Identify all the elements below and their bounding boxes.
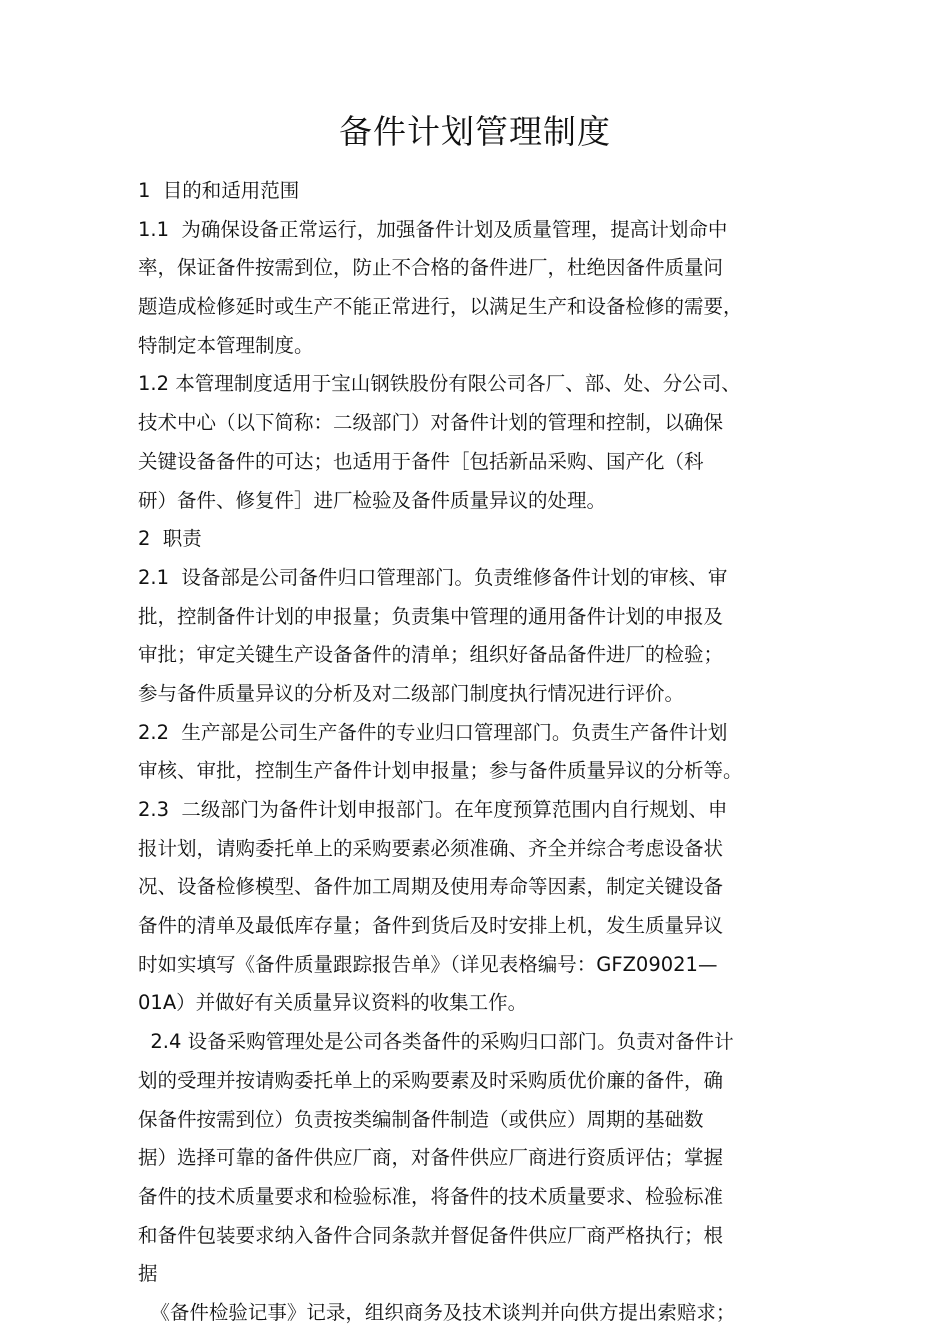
document-line: 2.1 设备部是公司备件归口管理部门。负责维修备件计划的审核、审 (138, 565, 728, 589)
document-line: 1.1 为确保设备正常运行，加强备件计划及质量管理，提高计划命中 (138, 217, 728, 241)
document-line: 2.4 设备采购管理处是公司各类备件的采购归口部门。负责对备件计 (138, 1030, 734, 1054)
document-line: 2.3 二级部门为备件计划申报部门。在年度预算范围内自行规划、申 (138, 798, 728, 821)
document-body (138, 172, 838, 1333)
document-line: 时如实填写《备件质量跟踪报告单》（详见表格编号：GFZ09021— (138, 952, 718, 976)
document-line: 据 (138, 1262, 158, 1286)
document-line: 《备件检验记事》记录，组织商务及技术谈判并向供方提出索赔求； (138, 1300, 736, 1324)
document-line: 备件的技术质量要求和检验标准，将备件的技术质量要求、检验标准 (138, 1184, 724, 1208)
document-line: 2 职责 (138, 527, 202, 551)
document-line: 研）备件、修复件］进厂检验及备件质量异议的处理。 (138, 488, 607, 512)
document-line: 审核、审批，控制生产备件计划申报量；参与备件质量异议的分析等。 (138, 759, 743, 783)
document-title: 备件计划管理制度 (339, 112, 611, 151)
document-line: 况、设备检修模型、备件加工周期及使用寿命等因素，制定关键设备 (138, 875, 724, 899)
document-line: 关键设备备件的可达；也适用于备件［包括新品采购、国产化（科 (138, 449, 704, 473)
document-line: 和备件包装要求纳入备件合同条款并督促备件供应厂商严格执行；根 (138, 1223, 724, 1247)
document-line: 01A）并做好有关质量异议资料的收集工作。 (138, 991, 528, 1015)
document-line: 批，控制备件计划的申报量；负责集中管理的通用备件计划的申报及 (138, 604, 724, 628)
document-line: 技术中心（以下简称：二级部门）对备件计划的管理和控制，以确保 (138, 411, 724, 435)
document-line: 备件的清单及最低库存量；备件到货后及时安排上机，发生质量异议 (138, 914, 724, 938)
document-line: 特制定本管理制度。 (138, 333, 314, 357)
document-line: 审批；审定关键生产设备备件的清单；组织好备品备件进厂的检验； (138, 643, 724, 667)
document-line: 1 目的和适用范围 (138, 179, 300, 202)
document-line: 报计划，请购委托单上的采购要素必须准确、齐全并综合考虑设备状 (138, 836, 724, 860)
document-line: 率，保证备件按需到位，防止不合格的备件进厂，杜绝因备件质量问 (138, 256, 724, 280)
document-line: 据）选择可靠的备件供应厂商，对备件供应厂商进行资质评估；掌握 (138, 1146, 724, 1170)
document-line: 1.2 本管理制度适用于宝山钢铁股份有限公司各厂、部、处、分公司、 (138, 372, 741, 396)
document-line: 保备件按需到位）负责按类编制备件制造（或供应）周期的基础数 (138, 1107, 704, 1131)
document-line: 划的受理并按请购委托单上的采购要素及时采购质优价廉的备件，确 (138, 1068, 724, 1092)
document-line: 2.2 生产部是公司生产备件的专业归口管理部门。负责生产备件计划 (138, 720, 728, 744)
document-line: 参与备件质量异议的分析及对二级部门制度执行情况进行评价。 (138, 681, 685, 705)
document-line: 题造成检修延时或生产不能正常进行，以满足生产和设备检修的需要， (138, 295, 743, 319)
